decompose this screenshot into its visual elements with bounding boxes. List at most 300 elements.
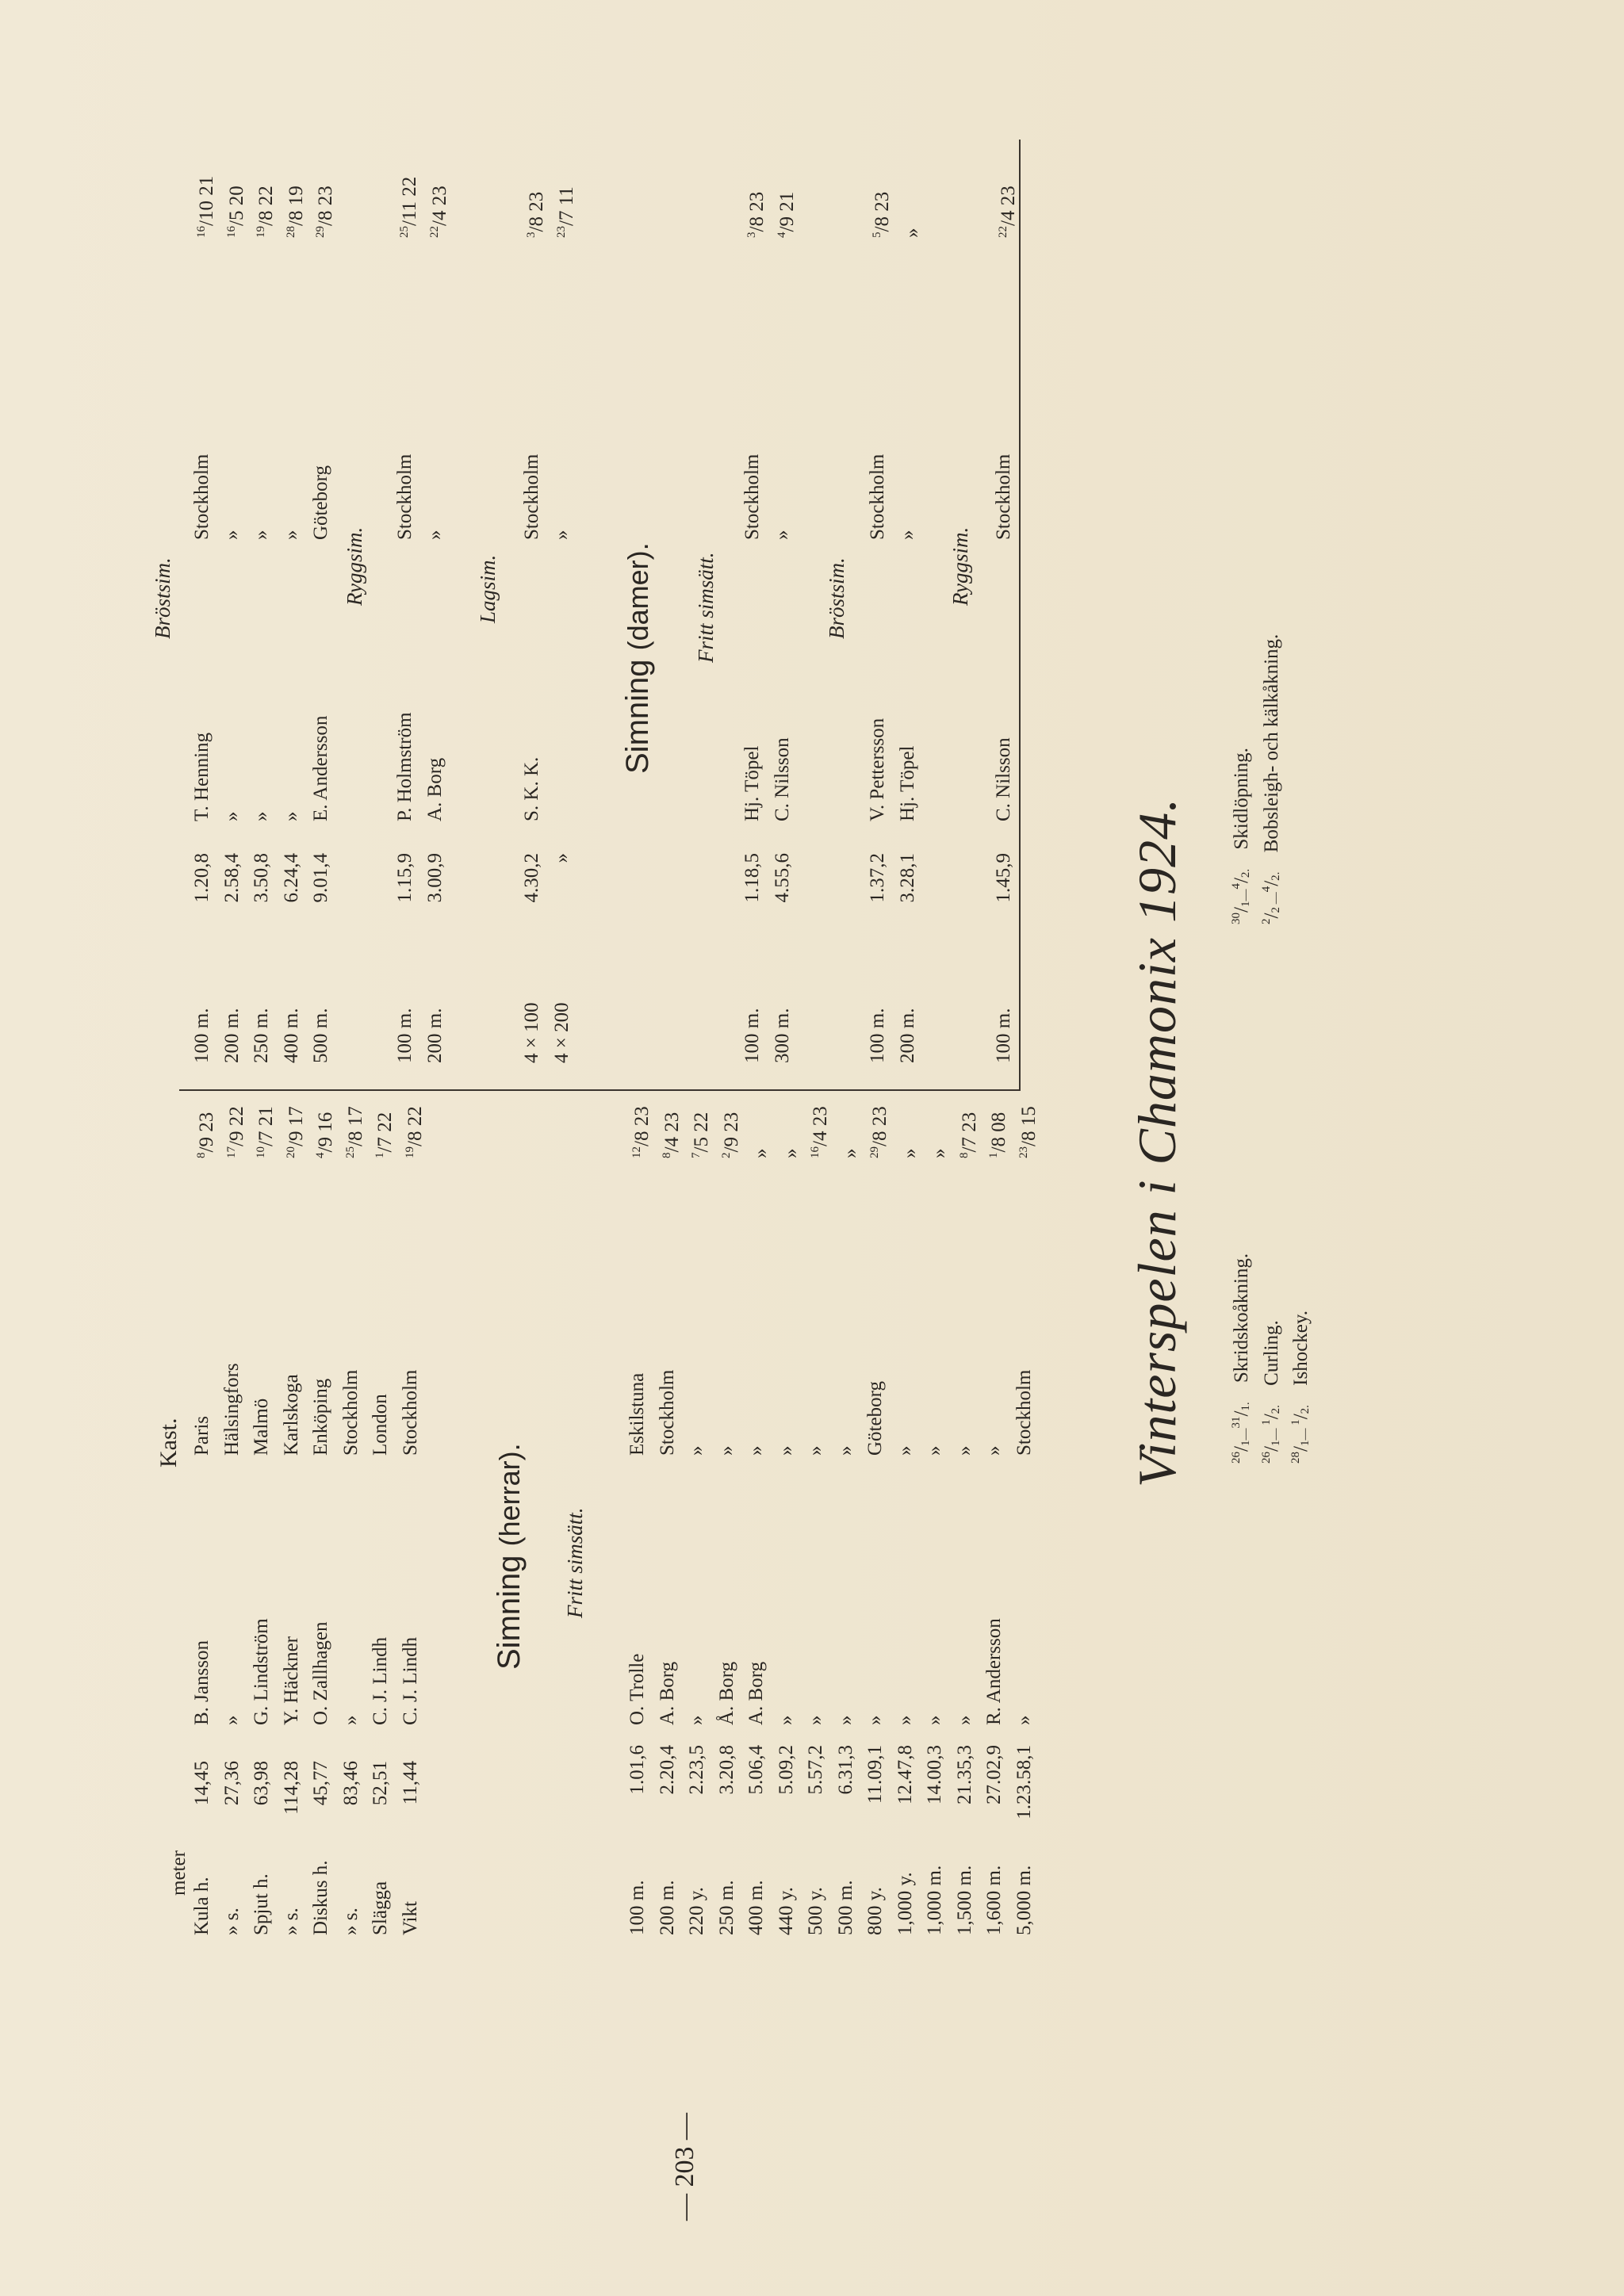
record-time: 4.55,6 (771, 853, 793, 903)
record-holder: » (864, 1715, 886, 1725)
herrar-lagsim-label: Lagsim. (476, 554, 500, 623)
herrar-lagsim-dates (517, 186, 576, 238)
record-time: 27.02,9 (983, 1745, 1005, 1804)
record-place: Eskilstuna (626, 1372, 648, 1456)
kast-event: Kula h. (191, 1877, 213, 1935)
herrar-fritt-dates (622, 1106, 1039, 1158)
simning-damer-heading (620, 542, 656, 774)
record-date (893, 192, 923, 238)
record-holder: » (775, 1715, 797, 1725)
record-place: » (251, 530, 272, 540)
kast-names-column (187, 1618, 425, 1725)
date-day: 29 (868, 1146, 881, 1158)
record-date (547, 186, 577, 238)
section-divider-horizontal (1019, 140, 1021, 1091)
date-day: 16 (195, 226, 208, 238)
record-time: 4.30,2 (521, 853, 542, 903)
record-time: 14.00,3 (924, 1745, 945, 1804)
herrar-ryggsim-distances (390, 960, 450, 1063)
record-place: Stockholm (656, 1369, 678, 1456)
record-date (247, 176, 277, 238)
date-day: 3 (745, 232, 758, 238)
record-time: 1.45,9 (993, 853, 1014, 903)
record-place: Stockholm (867, 453, 888, 540)
kast-event: Vikt (399, 1901, 421, 1935)
kast-event: » s. (280, 1908, 302, 1935)
record-date (979, 1106, 1009, 1158)
record-distance: 500 m. (834, 1880, 856, 1935)
record-place: Stockholm (1013, 1369, 1035, 1456)
date-rest: /7 21 (255, 1106, 277, 1146)
date-day: 7 (690, 1152, 703, 1158)
damer-brostsim-times (863, 853, 922, 948)
record-date (622, 1106, 653, 1158)
herrar-fritt-times (622, 1745, 1039, 1864)
record-holder: C. Nilsson (771, 737, 793, 821)
record-distance: 1,500 m. (953, 1865, 975, 1935)
record-place: » (896, 530, 918, 540)
herrar-ryggsim-times (390, 853, 450, 948)
date-day: 17 (224, 1146, 238, 1158)
record-distance: 400 m. (745, 1880, 767, 1935)
date-rest: /9 17 (285, 1106, 307, 1146)
record-time: 2.23,5 (686, 1745, 707, 1795)
record-date (390, 177, 420, 238)
date-part: 31 (1230, 1416, 1243, 1429)
kast-holder: O. Zallhagen (310, 1621, 331, 1725)
record-time: 1.20,8 (191, 853, 213, 903)
record-time: 5.09,2 (775, 1745, 797, 1795)
record-place: Stockholm (191, 453, 213, 540)
record-holder: » (924, 1715, 945, 1725)
record-date (950, 1106, 980, 1158)
record-distance: 200 m. (423, 1008, 446, 1063)
record-holder: S. K. K. (521, 756, 542, 821)
record-time: 2.58,4 (220, 853, 243, 903)
date-slash: / (1231, 1410, 1252, 1417)
kast-place: London (370, 1394, 391, 1456)
date-day: 29 (314, 226, 327, 238)
date-day: 3 (525, 232, 538, 238)
date-rest: /7 11 (555, 186, 577, 226)
damer-fritt-places (737, 454, 797, 540)
record-date (737, 192, 768, 238)
kast-result: 114,28 (280, 1761, 302, 1815)
winter-event-name: Curling. (1260, 1320, 1282, 1391)
kast-result: 11,44 (399, 1761, 421, 1805)
date-slash: / (1231, 907, 1252, 913)
record-date (187, 1106, 217, 1158)
kast-title: Kast. (155, 1418, 182, 1468)
date-slash: / (1231, 1446, 1252, 1452)
herrar-brostsim-places (187, 454, 336, 540)
date-part: 2. (1269, 871, 1282, 881)
date-day: 22 (427, 226, 441, 238)
kast-holder: Y. Häckner (280, 1636, 302, 1725)
record-holder: » (834, 1715, 856, 1725)
record-date (336, 1106, 366, 1158)
record-date (860, 1106, 891, 1158)
record-place: Stockholm (394, 453, 416, 540)
kast-holder: B. Jansson (191, 1640, 213, 1725)
kast-result: 63,98 (251, 1761, 272, 1806)
date-rest: /8 08 (988, 1112, 1009, 1153)
record-time: 11.09,1 (864, 1745, 886, 1804)
damer-fritt-times (737, 853, 797, 948)
kast-holder: » (339, 1715, 362, 1725)
damer-ryggsim-dates (989, 186, 1019, 238)
record-distance: 1,000 m. (924, 1865, 945, 1935)
winter-event (1251, 1253, 1281, 1464)
simning-damer-title: Simning (620, 659, 655, 774)
record-distance: 500 y. (805, 1887, 826, 1935)
date-day: 16 (224, 226, 238, 238)
date-rest: /4 23 (428, 186, 450, 226)
record-place: Göteborg (864, 1381, 886, 1456)
record-date (831, 1106, 861, 1158)
winter-event-name: Bobsleigh- och kälkåkning. (1260, 633, 1282, 858)
date-day: 8 (660, 1152, 673, 1158)
record-place: » (775, 1445, 797, 1456)
winter-event-name: Skridskoåkning. (1231, 1253, 1252, 1388)
date-day: 28 (284, 226, 297, 238)
record-holder: » (894, 1715, 916, 1725)
herrar-ryggsim-names (390, 712, 450, 821)
record-holder: A. Borg (423, 757, 446, 821)
damer-brostsim-names (863, 718, 922, 821)
record-holder: V. Pettersson (867, 718, 888, 821)
record-time: 1.37,2 (867, 853, 888, 903)
herrar-brostsim-dates (187, 176, 336, 238)
record-holder: » (686, 1715, 707, 1725)
date-rest: /8 15 (1017, 1106, 1040, 1146)
herrar-brostsim-times (187, 853, 336, 948)
kast-places-column (187, 1363, 425, 1456)
record-distance: 200 m. (896, 1008, 918, 1063)
herrar-fritt-label: Fritt simsätt. (563, 1507, 587, 1618)
date-rest: /4 23 (661, 1112, 683, 1153)
vinterspelen-title: Vinterspelen i Chamonix 1924. (1127, 797, 1187, 1487)
record-place: » (805, 1445, 826, 1456)
record-time: 3.00,9 (423, 853, 446, 903)
kast-result: 27,36 (220, 1761, 243, 1806)
date-day: 8 (957, 1152, 971, 1158)
date-part: 2 (1259, 918, 1273, 924)
record-date (801, 1106, 831, 1158)
record-holder: » (953, 1715, 975, 1725)
record-date (517, 186, 547, 238)
kast-place: Stockholm (399, 1369, 421, 1456)
herrar-lagsim-names (517, 757, 576, 821)
date-rest: /11 22 (399, 176, 420, 226)
damer-ryggsim-distances (989, 960, 1019, 1063)
winter-event (1251, 634, 1281, 924)
record-distance: 100 m. (394, 1008, 416, 1063)
record-date (187, 176, 217, 238)
record-distance: 250 m. (251, 1008, 272, 1063)
winter-event (1221, 634, 1251, 924)
damer-fritt-names (737, 737, 797, 821)
record-distance: 100 m. (626, 1880, 648, 1935)
date-part: 30 (1230, 913, 1243, 924)
record-holder: Å. Borg (715, 1661, 737, 1725)
date-rest: /8 23 (869, 1106, 891, 1146)
date-part: 4 (1259, 886, 1273, 893)
record-date (712, 1106, 742, 1158)
herrar-lagsim-distances (517, 960, 576, 1063)
date-day: 12 (630, 1146, 643, 1158)
date-slash: / (1260, 1446, 1282, 1452)
date-slash: / (1260, 913, 1282, 919)
record-date (891, 1106, 921, 1158)
date-day: 22 (997, 226, 1009, 238)
date-day: 8 (195, 1152, 208, 1158)
kast-holder: » (220, 1715, 243, 1725)
date-part: 1— (1269, 1425, 1282, 1447)
date-slash: / (1260, 1414, 1282, 1420)
record-holder: » (220, 811, 243, 821)
record-place: Göteborg (310, 465, 331, 540)
date-day: 20 (284, 1146, 297, 1158)
date-rest: /8 17 (344, 1106, 366, 1146)
date-rest: /10 21 (196, 175, 217, 226)
date-day: 16 (809, 1146, 822, 1158)
record-place: Stockholm (993, 453, 1014, 540)
record-place: » (771, 530, 793, 540)
record-date (989, 186, 1019, 238)
record-place: » (834, 1445, 856, 1456)
herrar-fritt-names (622, 1618, 1039, 1725)
record-date (768, 192, 798, 238)
date-rest: /7 22 (374, 1112, 396, 1153)
date-rest: » (929, 1148, 950, 1158)
record-place: » (280, 530, 302, 540)
date-day: 25 (398, 226, 411, 238)
page-number: — 203 — (670, 2113, 699, 2221)
kast-result: 14,45 (191, 1761, 213, 1806)
simning-herrar-heading (492, 1443, 527, 1670)
record-time: 12.47,8 (894, 1745, 916, 1804)
kast-results-column (187, 1761, 425, 1856)
record-holder: » (1013, 1715, 1035, 1725)
record-time: 5.57,2 (805, 1745, 826, 1795)
record-place: » (745, 1445, 767, 1456)
herrar-ryggsim-label: Ryggsim. (343, 526, 366, 606)
record-time: 3.20,8 (715, 1745, 737, 1795)
record-place: » (894, 1445, 916, 1456)
record-distance: 100 m. (741, 1008, 763, 1063)
record-holder: » (280, 811, 302, 821)
date-part: 4 (1230, 883, 1243, 890)
record-time: » (550, 853, 573, 863)
simning-damer-subtitle: (damer). (622, 542, 654, 651)
damer-ryggsim-places (989, 454, 1019, 540)
record-place: Stockholm (521, 453, 542, 540)
date-rest: /9 23 (720, 1112, 742, 1153)
record-date (247, 1106, 277, 1158)
date-rest: /4 23 (998, 186, 1019, 226)
record-holder: C. Nilsson (993, 737, 1014, 821)
herrar-fritt-places (622, 1370, 1039, 1456)
herrar-lagsim-times (517, 853, 576, 948)
herrar-lagsim-places (517, 454, 576, 540)
record-distance: 500 m. (310, 1008, 331, 1063)
record-date (396, 1106, 426, 1158)
date-day: 25 (343, 1146, 357, 1158)
record-holder: E. Andersson (310, 715, 331, 821)
record-place: Stockholm (741, 453, 763, 540)
date-day: 23 (554, 226, 568, 238)
record-date (741, 1106, 772, 1158)
date-rest: /9 21 (776, 191, 798, 232)
date-rest: /8 23 (631, 1106, 653, 1146)
date-rest: » (779, 1148, 802, 1158)
kast-place: Enköping (310, 1378, 331, 1456)
record-time: 2.20,4 (656, 1745, 678, 1795)
record-date (863, 192, 893, 238)
record-holder: A. Borg (656, 1661, 678, 1725)
vinterspelen-left-list (1221, 1253, 1311, 1464)
date-part: 2. (1269, 1405, 1282, 1414)
damer-brostsim-distances (863, 960, 922, 1063)
record-place: » (550, 530, 573, 540)
date-rest: /8 23 (315, 186, 336, 226)
date-rest: » (839, 1148, 861, 1158)
date-day: 1 (373, 1152, 386, 1158)
record-holder: T. Henning (191, 732, 213, 821)
winter-event-name: Ishockey. (1290, 1310, 1312, 1391)
record-place: » (423, 530, 446, 540)
simning-herrar-title: Simning (492, 1555, 527, 1670)
winter-event (1221, 1253, 1251, 1464)
record-place: » (983, 1445, 1005, 1456)
kast-event: » s. (220, 1908, 243, 1935)
kast-unit-header: meter (168, 1850, 190, 1896)
simning-herrar-subtitle: (herrar). (493, 1443, 526, 1547)
date-part: 1 (1289, 1419, 1302, 1425)
damer-fritt-label: Fritt simsätt. (694, 552, 718, 663)
date-day: 10 (255, 1146, 267, 1158)
record-place: » (953, 1445, 975, 1456)
kast-result: 52,51 (370, 1761, 391, 1806)
winter-event-name: Skidlöpning. (1231, 748, 1252, 855)
record-distance: 100 m. (993, 1008, 1014, 1063)
record-distance: 250 m. (715, 1880, 737, 1935)
record-date (682, 1106, 712, 1158)
record-holder: Hj. Töpel (896, 745, 918, 821)
kast-holder: C. J. Lindh (370, 1636, 391, 1725)
date-part: 1— (1239, 889, 1252, 908)
kast-event: » s. (339, 1908, 362, 1935)
record-holder: O. Trolle (626, 1653, 648, 1725)
date-rest: /8 23 (871, 191, 893, 232)
damer-brostsim-label: Bröstsim. (825, 557, 848, 639)
date-slash: / (1260, 880, 1282, 886)
record-date (277, 1106, 307, 1158)
date-part: 1— (1299, 1425, 1312, 1447)
record-holder: P. Holmström (394, 712, 416, 821)
date-day: 4 (314, 1152, 327, 1158)
date-part: 2 — (1269, 892, 1282, 913)
date-rest: /7 23 (958, 1112, 980, 1153)
damer-ryggsim-times (989, 853, 1019, 948)
record-distance: 400 m. (280, 1008, 302, 1063)
date-day: 1 (987, 1152, 1000, 1158)
record-date (217, 1106, 247, 1158)
date-day: 23 (1017, 1146, 1030, 1158)
record-holder: Hj. Töpel (741, 745, 763, 821)
record-distance: 200 m. (656, 1880, 678, 1935)
record-holder: R. Andersson (983, 1618, 1005, 1725)
date-rest: /8 22 (255, 186, 277, 226)
date-rest: /9 23 (196, 1112, 217, 1153)
record-date (653, 1106, 683, 1158)
record-time: 1.15,9 (394, 853, 416, 903)
record-holder (547, 757, 577, 821)
herrar-brostsim-names (187, 716, 336, 821)
date-rest: » (898, 1148, 921, 1158)
record-distance: 4 × 100 (521, 1002, 542, 1063)
date-part: 28 (1289, 1452, 1302, 1464)
record-date (277, 176, 307, 238)
date-part: 1. (1239, 1402, 1252, 1411)
record-place: » (220, 530, 243, 540)
record-holder: A. Borg (745, 1661, 767, 1725)
damer-ryggsim-names (989, 737, 1019, 821)
section-divider-vertical (179, 1089, 1020, 1091)
date-rest: /5 22 (691, 1112, 712, 1153)
record-date (920, 1106, 950, 1158)
date-rest: /8 23 (526, 191, 547, 232)
date-day: 2 (719, 1152, 733, 1158)
date-part: 1— (1239, 1428, 1252, 1447)
record-time: 1.23.58,1 (1013, 1745, 1035, 1820)
record-distance: 1,600 m. (983, 1865, 1005, 1935)
date-rest: /5 20 (225, 186, 247, 226)
date-day: 19 (403, 1146, 416, 1158)
record-distance: 300 m. (771, 1008, 793, 1063)
record-distance: 200 m. (220, 1008, 243, 1063)
record-date (420, 177, 450, 238)
date-rest: /9 22 (225, 1106, 247, 1146)
record-distance: 220 y. (686, 1887, 707, 1935)
damer-fritt-dates (737, 192, 797, 238)
date-day: 19 (255, 226, 267, 238)
record-date (306, 1106, 336, 1158)
record-date (217, 176, 247, 238)
date-rest: » (901, 228, 923, 238)
kast-place: Malmö (251, 1398, 272, 1456)
record-distance: 5,000 m. (1013, 1865, 1035, 1935)
vinterspelen-right-list (1221, 634, 1281, 924)
record-date (366, 1106, 396, 1158)
record-time: 6.24,4 (280, 853, 302, 903)
date-day: 4 (775, 232, 788, 238)
damer-brostsim-places (863, 454, 922, 540)
record-date (772, 1106, 802, 1158)
record-distance: 100 m. (191, 1008, 213, 1063)
record-time: 1.01,6 (626, 1745, 648, 1795)
date-rest: /9 16 (315, 1112, 336, 1153)
damer-brostsim-dates (863, 192, 922, 238)
herrar-brostsim-label: Bröstsim. (151, 557, 174, 639)
record-distance: 4 × 200 (550, 1002, 573, 1063)
kast-result: 45,77 (310, 1761, 331, 1806)
kast-event: Slägga (370, 1881, 391, 1935)
kast-dates-column (187, 1106, 425, 1158)
kast-place: Hälsingfors (220, 1363, 243, 1456)
date-day: 5 (871, 232, 883, 238)
